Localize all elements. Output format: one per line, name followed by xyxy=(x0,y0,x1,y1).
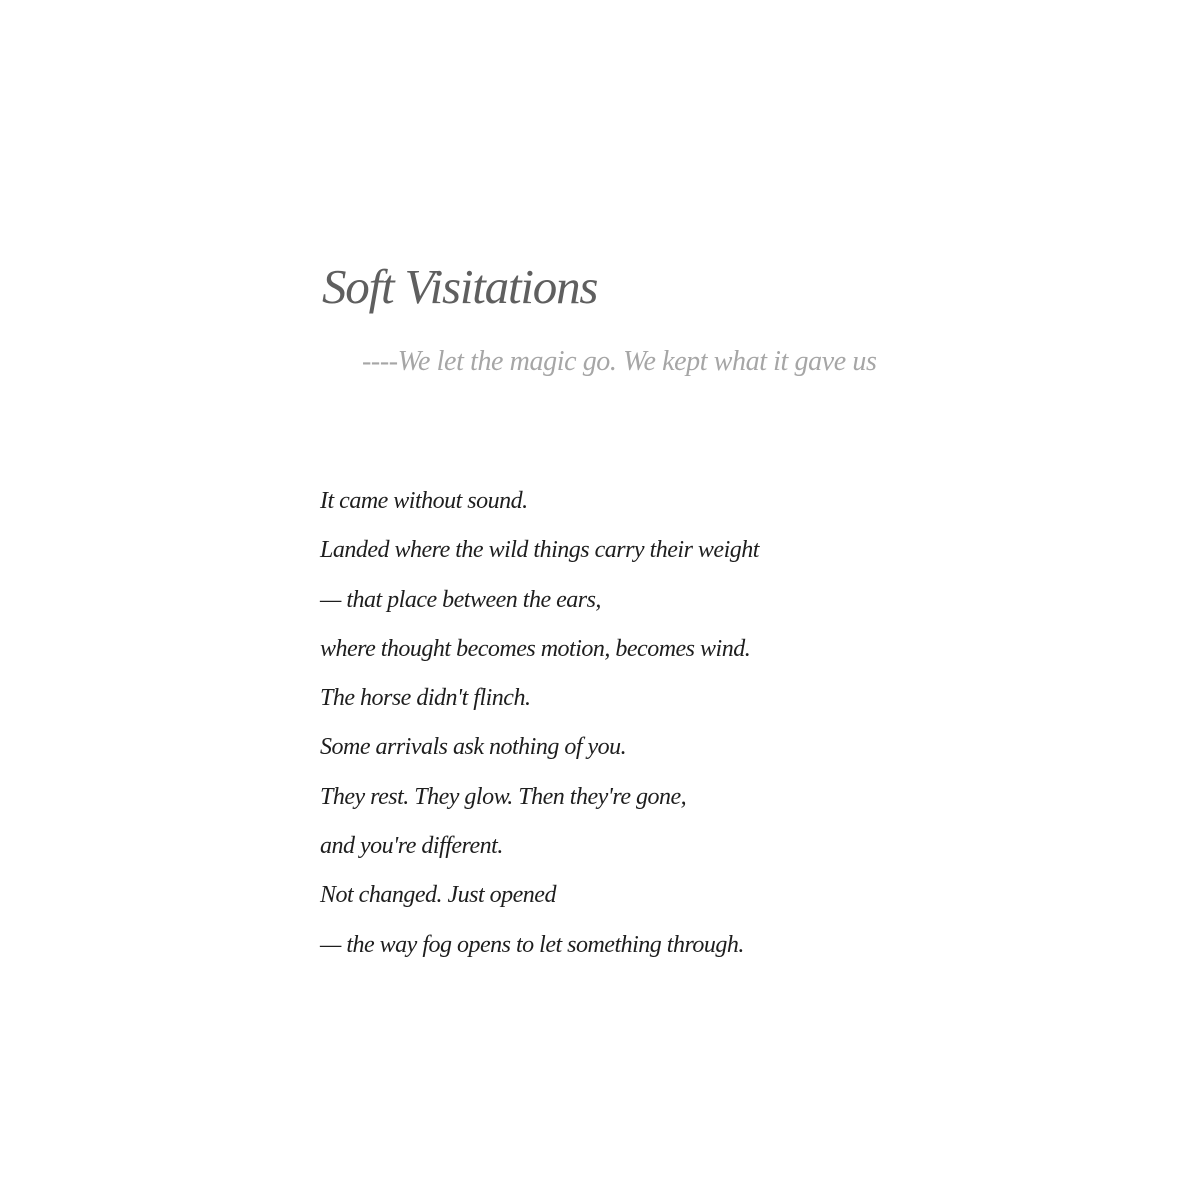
poem-line: and you're different. xyxy=(320,833,503,860)
poem-line: They rest. They glow. Then they're gone, xyxy=(320,783,687,810)
poem-line: Some arrivals ask nothing of you. xyxy=(320,734,627,761)
poem-epigraph: ----We let the magic go. We kept what it gave us xyxy=(362,346,877,377)
poem-line: Not changed. Just opened xyxy=(320,882,556,909)
poem-body xyxy=(320,486,759,979)
poem-line: — that place between the ears, xyxy=(320,586,601,613)
poem-line: The horse didn't flinch. xyxy=(320,685,531,712)
poem-line: Landed where the wild things carry their weight xyxy=(320,537,759,564)
poem-line: where thought becomes motion, becomes wind. xyxy=(320,635,751,662)
poem-line: — the way fog opens to let something through. xyxy=(320,931,744,958)
poem-line: It came without sound. xyxy=(320,488,528,514)
poem-title: Soft Visitations xyxy=(322,259,598,314)
